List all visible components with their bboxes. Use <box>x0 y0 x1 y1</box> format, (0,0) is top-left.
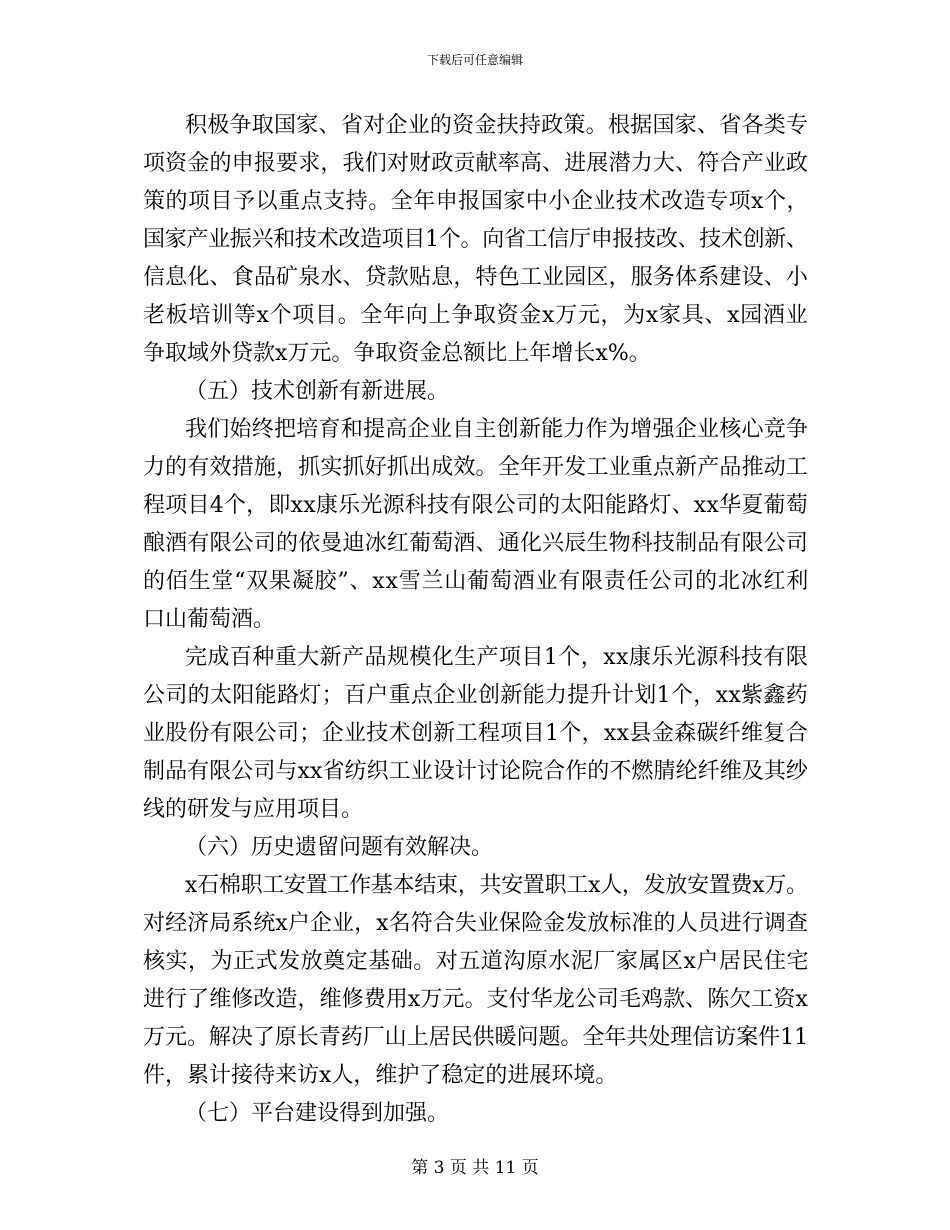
paragraph-line: 件，累计接待来访x人，维护了稳定的进展环境。 <box>143 1063 618 1088</box>
paragraph-line: 公司的太阳能路灯；百户重点企业创新能力提升计划1个，xx紫鑫药 <box>143 683 809 708</box>
paragraph-line: 程项目4个，即xx康乐光源科技有限公司的太阳能路灯、xx华夏葡萄 <box>143 493 808 518</box>
paragraph-line: 完成百种重大新产品规模化生产项目1个，xx康乐光源科技有限 <box>185 645 809 670</box>
paragraph-line: 信息化、食品矿泉水、贷款贴息，特色工业园区，服务体系建设、小 <box>143 265 809 290</box>
paragraph-line: 积极争取国家、省对企业的资金扶持政策。根据国家、省各类专 <box>185 113 809 138</box>
paragraph-line: 线的研发与应用项目。 <box>143 797 364 822</box>
paragraph-line: 制品有限公司与xx省纺织工业设计讨论院合作的不燃腈纶纤维及其纱 <box>143 759 808 784</box>
paragraph-line: 力的有效措施，抓实抓好抓出成效。全年开发工业重点新产品推动工 <box>143 455 809 480</box>
paragraph-line: 万元。解决了原长青药厂山上居民供暖问题。全年共处理信访案件11 <box>143 1025 809 1050</box>
paragraph-line: 的佰生堂“双果凝胶”、xx雪兰山葡萄酒业有限责任公司的北冰红利 <box>143 569 810 594</box>
paragraph-line: 酿酒有限公司的依曼迪冰红葡萄酒、通化兴辰生物科技制品有限公司 <box>143 531 809 556</box>
page-header: 下载后可任意编辑 <box>426 53 523 67</box>
section-heading: （五）技术创新有新进展。 <box>185 379 450 404</box>
paragraph-line: 进行了维修改造，维修费用x万元。支付华龙公司毛鸡款、陈欠工资x <box>143 987 808 1012</box>
paragraph-line: 争取域外贷款x万元。争取资金总额比上年增长x%。 <box>143 341 651 366</box>
paragraph-line: 策的项目予以重点支持。全年申报国家中小企业技术改造专项x个， <box>143 189 810 214</box>
paragraph-line: 我们始终把培育和提高企业自主创新能力作为增强企业核心竞争 <box>185 417 809 442</box>
section-heading: （六）历史遗留问题有效解决。 <box>185 835 494 860</box>
paragraph-line: 国家产业振兴和技术改造项目1个。向省工信厅申报技改、技术创新、 <box>143 227 808 252</box>
paragraph-line: 业股份有限公司；企业技术创新工程项目1个，xx县金森碳纤维复合 <box>143 721 809 746</box>
paragraph-line: 核实，为正式发放奠定基础。对五道沟原水泥厂家属区x户居民住宅 <box>143 949 810 974</box>
paragraph-line: 老板培训等x个项目。全年向上争取资金x万元，为x家具、x园酒业 <box>143 303 809 328</box>
paragraph-line: 对经济局系统x户企业，x名符合失业保险金发放标准的人员进行调查 <box>143 911 808 936</box>
paragraph-line: x石棉职工安置工作基本结束，共安置职工x人，发放安置费x万。 <box>185 873 808 898</box>
page-footer: 第 3 页 共 11 页 <box>411 1158 539 1178</box>
section-heading: （七）平台建设得到加强。 <box>185 1101 450 1126</box>
paragraph-line: 口山葡萄酒。 <box>143 607 276 632</box>
paragraph-line: 项资金的申报要求，我们对财政贡献率高、进展潜力大、符合产业政 <box>143 151 809 176</box>
